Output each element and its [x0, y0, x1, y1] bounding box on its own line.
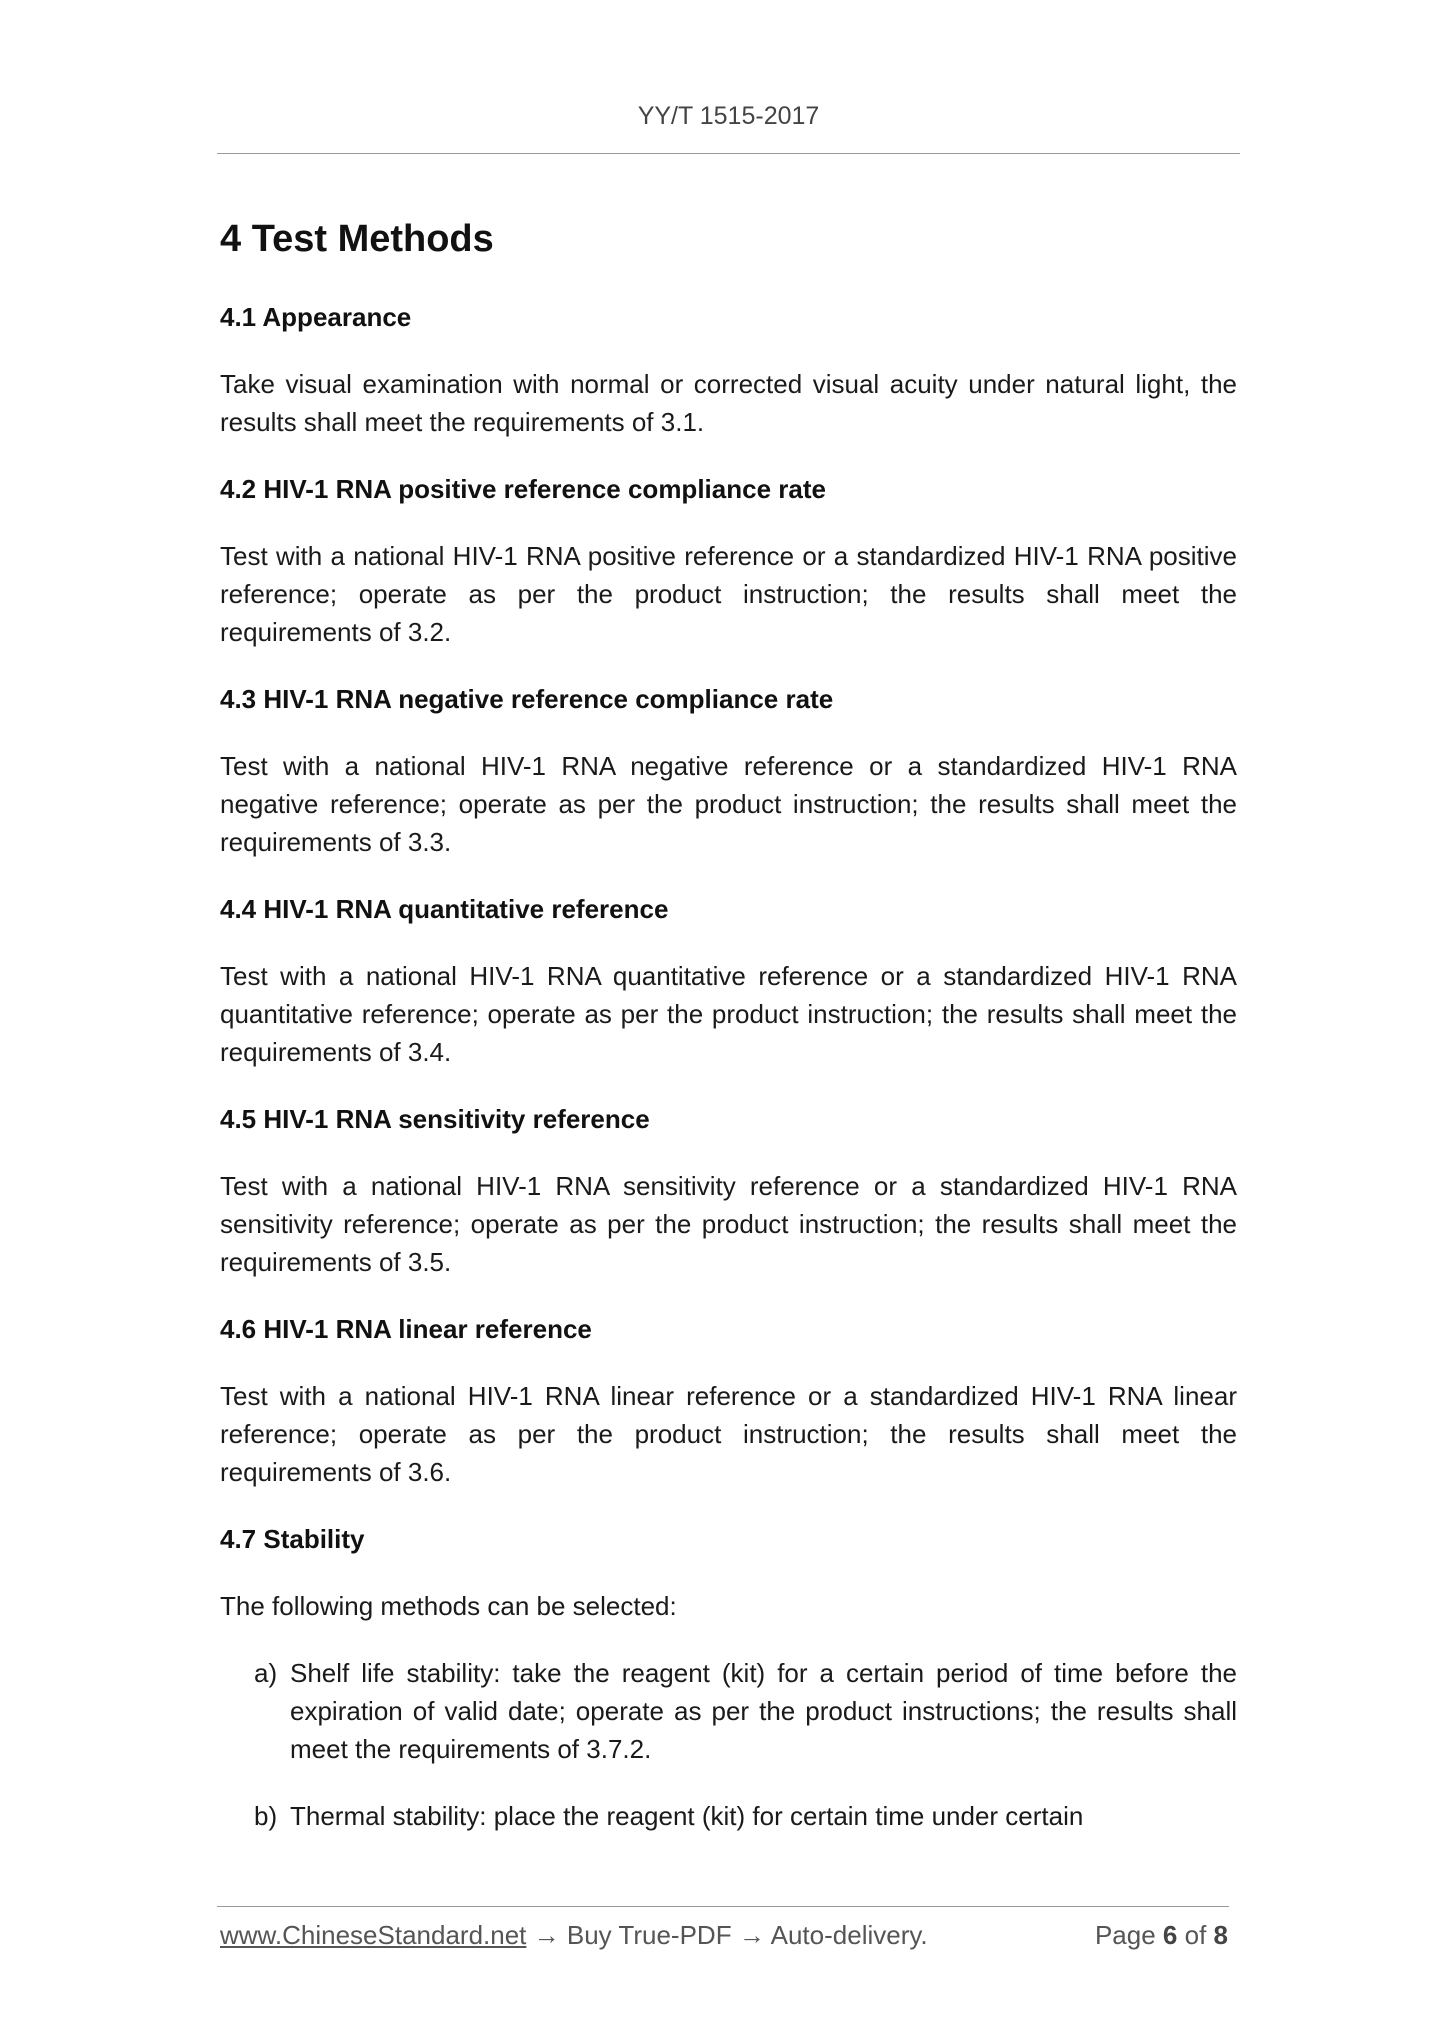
- page-label: Page: [1094, 1920, 1156, 1950]
- subsection-heading-4-4: 4.4 HIV-1 RNA quantitative reference: [220, 894, 669, 924]
- subsection-text-4-5: Test with a national HIV-1 RNA sensitivity reference or a standardized HIV-1 RNA sensitivity reference; operate as per the product instruction; the results shall meet the requirements of 3.5.: [220, 1171, 1237, 1277]
- arrow-right-icon: →: [533, 1920, 560, 1950]
- buy-true-pdf-text: Buy True-PDF: [566, 1920, 732, 1950]
- page-of-label: of: [1184, 1920, 1207, 1950]
- document-id-header: YY/T 1515-2017: [637, 102, 820, 130]
- subsection-heading-4-2: 4.2 HIV-1 RNA positive reference compliance rate: [220, 474, 826, 504]
- footer-divider: [217, 1906, 1229, 1907]
- page-indicator: [1095, 1920, 1228, 1951]
- subsection-text-4-3: Test with a national HIV-1 RNA negative reference or a standardized HIV-1 RNA negative reference; operate as per the product instruction; the results shall meet the requirements of 3.3.: [220, 751, 1237, 857]
- subsection-text-4-2: Test with a national HIV-1 RNA positive reference or a standardized HIV-1 RNA positive reference; operate as per the product instruction; the results shall meet the requirements of 3.2.: [220, 541, 1237, 647]
- list-item-text: Shelf life stability: take the reagent (kit) for a certain period of time before the expiration of valid date; operate as per the product instructions; the results shall meet the requirements of 3.7.2.: [290, 1658, 1237, 1764]
- subsection-text-4-4: Test with a national HIV-1 RNA quantitative reference or a standardized HIV-1 RNA quantitative reference; operate as per the product instruction; the results shall meet the requirements of 3.4.: [220, 961, 1237, 1067]
- total-pages-number: 8: [1213, 1920, 1228, 1950]
- subsection-text-4-7: The following methods can be selected:: [220, 1591, 677, 1621]
- header-divider: [217, 153, 1240, 154]
- list-marker: a): [254, 1658, 278, 1688]
- list-item-text: Thermal stability: place the reagent (kit) for certain time under certain: [290, 1801, 1084, 1831]
- subsection-heading-4-1: 4.1 Appearance: [220, 302, 412, 332]
- list-item: [220, 1654, 1237, 1768]
- subsection-heading-4-7: 4.7 Stability: [220, 1524, 365, 1554]
- arrow-right-icon: →: [738, 1920, 765, 1950]
- document-body: [220, 210, 1237, 1835]
- list-item: [220, 1797, 1237, 1835]
- subsection-text-4-1: Take visual examination with normal or corrected visual acuity under natural light, the results shall meet the requirements of 3.1.: [220, 369, 1237, 437]
- website-link[interactable]: www.ChineseStandard.net: [220, 1920, 527, 1950]
- subsection-heading-4-5: 4.5 HIV-1 RNA sensitivity reference: [220, 1104, 650, 1134]
- page-footer: [220, 1920, 1228, 1951]
- current-page-number: 6: [1162, 1920, 1178, 1950]
- footer-promo: [220, 1920, 928, 1951]
- subsection-text-4-6: Test with a national HIV-1 RNA linear reference or a standardized HIV-1 RNA linear reference; operate as per the product instruction; the results shall meet the requirements of 3.6.: [220, 1381, 1237, 1487]
- section-title: 4 Test Methods: [220, 218, 494, 260]
- list-marker: b): [254, 1801, 278, 1831]
- subsection-heading-4-6: 4.6 HIV-1 RNA linear reference: [220, 1314, 592, 1344]
- subsection-heading-4-3: 4.3 HIV-1 RNA negative reference compliance rate: [220, 684, 834, 714]
- auto-delivery-text: Auto-delivery.: [770, 1920, 928, 1950]
